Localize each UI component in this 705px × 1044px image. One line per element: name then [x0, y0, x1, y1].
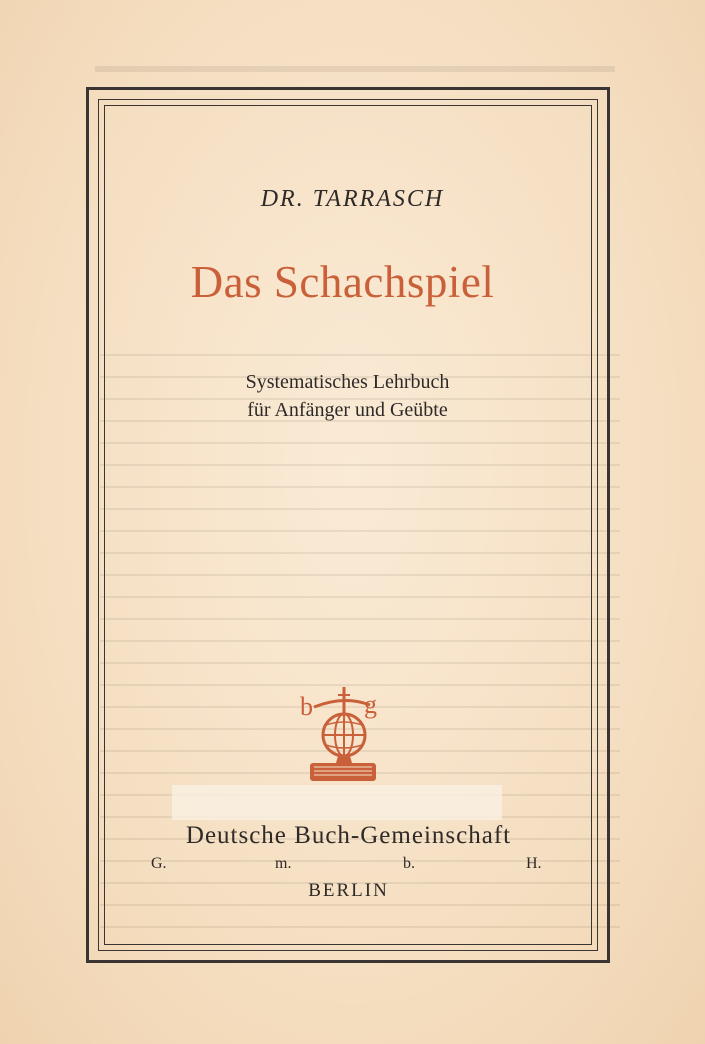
- publisher-logo-icon: [298, 683, 390, 789]
- gmbh-g: G.: [151, 855, 167, 872]
- pasted-label-strip: [172, 785, 502, 820]
- publisher-name: Deutsche Buch-Gemeinschaft: [185, 822, 512, 849]
- gmbh-m: m.: [275, 855, 292, 872]
- author-name: DR. TARRASCH: [260, 186, 445, 212]
- gmbh-b: b.: [403, 855, 415, 872]
- publisher-city: BERLIN: [308, 880, 389, 901]
- book-title: Das Schachspiel: [190, 257, 495, 307]
- logo-letter-g: g: [364, 690, 377, 719]
- logo-letter-b: b: [300, 692, 313, 721]
- bleed-through-mark: [95, 66, 615, 72]
- subtitle-line-1: Systematisches Lehrbuch: [245, 371, 450, 393]
- subtitle-line-2: für Anfänger und Geübte: [247, 399, 448, 421]
- gmbh-h: H.: [526, 855, 542, 872]
